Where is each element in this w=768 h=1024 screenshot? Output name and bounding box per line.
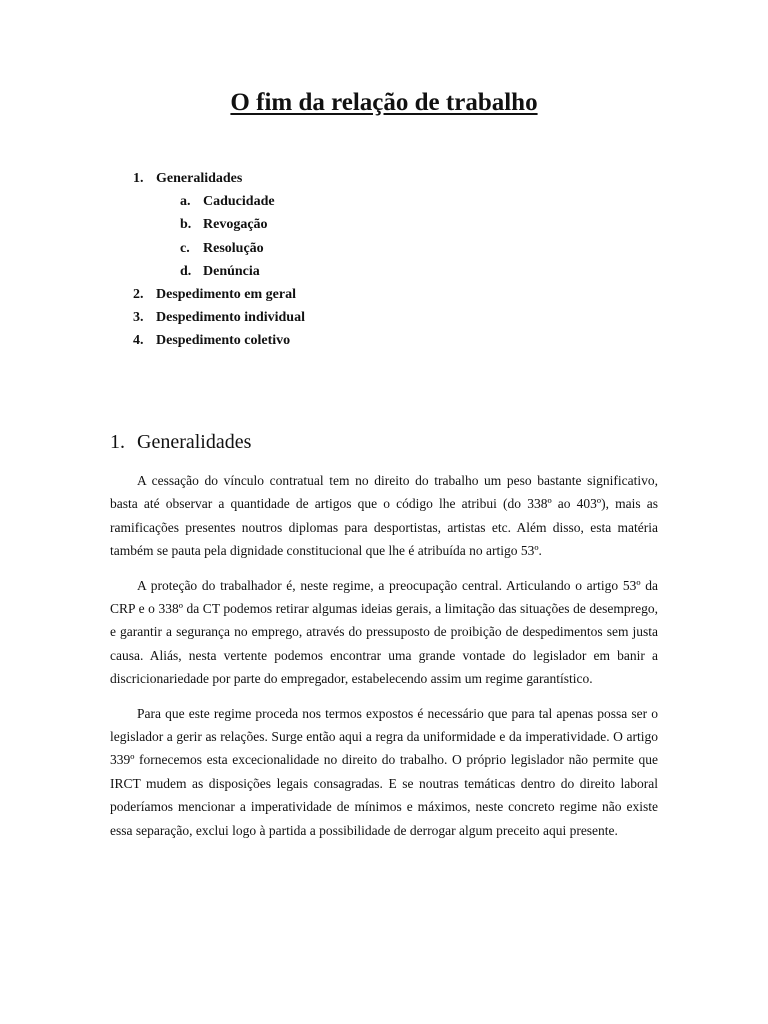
toc-item-number: 4. xyxy=(133,333,144,349)
toc-subitem xyxy=(0,260,768,283)
toc-item-label: Despedimento individual xyxy=(156,310,305,326)
document-title: O fim da relação de trabalho xyxy=(230,89,538,116)
toc-item-label: Generalidades xyxy=(156,171,243,186)
toc-item-label: Resolução xyxy=(203,240,264,256)
table-of-contents xyxy=(0,167,768,353)
toc-item xyxy=(0,167,768,190)
body-paragraph: A cessação do vínculo contratual tem no direito do trabalho um peso bastante significativo, basta até observar a quantidade de artigos que o código lhe atribui (do 338º ao 403º), mais as ramificações presentes noutros diplomas para desportistas, artistas etc. Além disso, esta matéria também se pauta pela dignidade constitucional que lhe é atribuída no artigo 53º. xyxy=(110,473,658,559)
toc-item-number: d. xyxy=(180,263,192,279)
toc-item-number: a. xyxy=(180,194,191,210)
toc-item-number: c. xyxy=(180,240,190,256)
toc-item xyxy=(0,283,768,306)
toc-item-number: b. xyxy=(180,217,192,233)
section-heading xyxy=(110,428,251,456)
body-paragraph: A proteção do trabalhador é, neste regime, a preocupação central. Articulando o artigo 53º da CRP e o 338º da CT podemos retirar algumas ideias gerais, a limitação das situações de desemprego, e garantir a segurança no emprego, através do pressuposto de proibição de despedimentos sem justa causa. Aliás, nesta vertente podemos encontrar uma grande vontade do legislador em banir a discricionariedade por parte do empregador, estabelecendo assim um regime garantístico. xyxy=(110,577,658,687)
toc-item-number: 2. xyxy=(133,286,144,302)
toc-item xyxy=(0,306,768,329)
toc-item-label: Revogação xyxy=(203,217,268,233)
section-body xyxy=(110,469,658,853)
toc-subitem xyxy=(0,237,768,260)
toc-item-label: Despedimento coletivo xyxy=(156,333,291,349)
toc-item-label: Despedimento em geral xyxy=(156,286,296,302)
toc-subitem xyxy=(0,213,768,236)
section-number: 1. xyxy=(110,431,125,453)
toc-item-number: 3. xyxy=(133,310,144,326)
toc-item-label: Denúncia xyxy=(203,263,260,279)
toc-item xyxy=(0,329,768,352)
body-paragraph: Para que este regime proceda nos termos expostos é necessário que para tal apenas possa ser o legislador a gerir as relações. Surge então aqui a regra da uniformidade e da imperatividade. O artigo 339º fornecemos esta excecionalidade no direito do trabalho. O próprio legislador não permite que IRCT mudem as disposições legais consagradas. E se noutras temáticas dentro do direito laboral poderíamos mencionar a imperatividade de mínimos e máximos, neste concreto regime não existe essa separação, exclui logo à partida a possibilidade de derrogar algum preceito aqui presente. xyxy=(110,705,658,838)
section-title: Generalidades xyxy=(137,431,252,453)
toc-item-label: Caducidade xyxy=(203,194,275,210)
toc-subitem xyxy=(0,190,768,213)
toc-item-number: 1. xyxy=(133,171,144,186)
